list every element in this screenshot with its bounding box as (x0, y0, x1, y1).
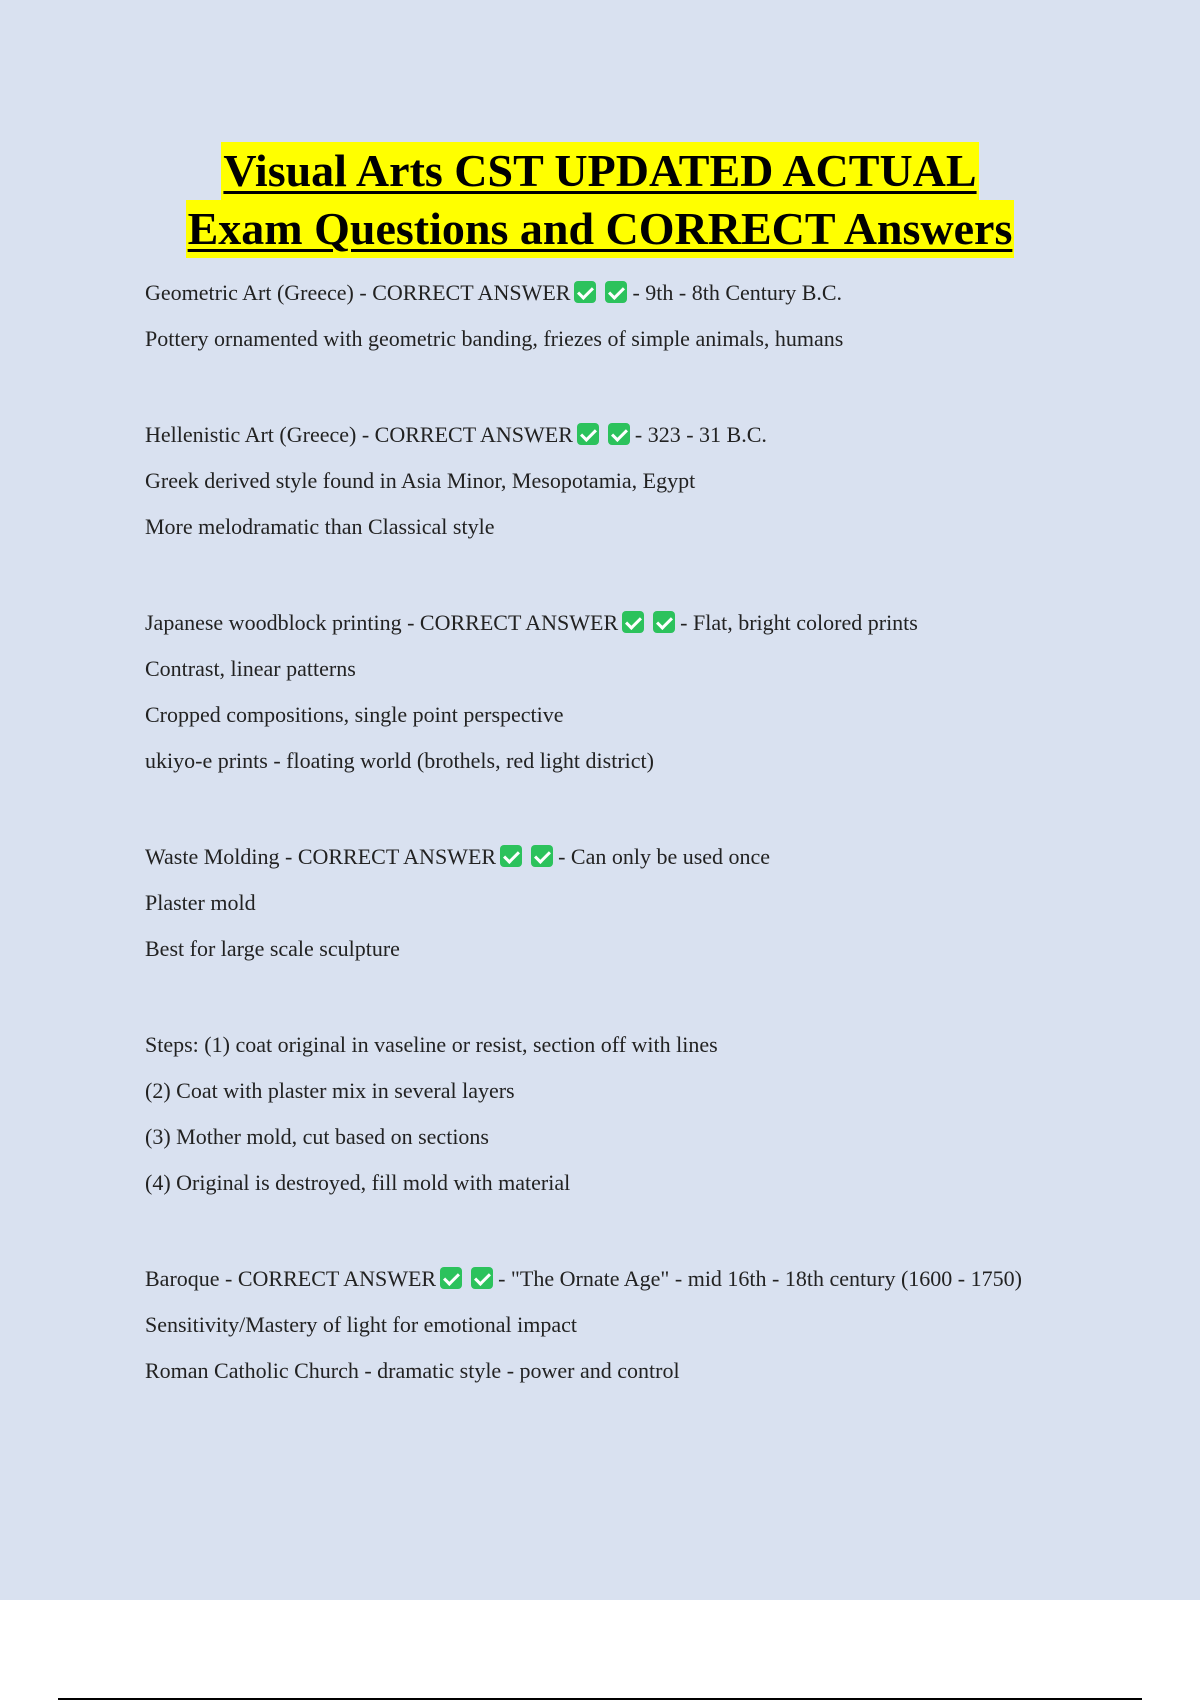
entry-term: Geometric Art (Greece) - CORRECT ANSWER (145, 280, 571, 305)
green-checkmark-icon (500, 845, 522, 867)
green-checkmark-icon (577, 423, 599, 445)
entry-detail: Sensitivity/Mastery of light for emotional impact (145, 1312, 577, 1337)
green-checkmark-icon (440, 1267, 462, 1289)
entry-question-line (145, 1264, 1060, 1294)
entry-detail: Pottery ornamented with geometric banding, friezes of simple animals, humans (145, 326, 844, 351)
qa-entry (145, 278, 1060, 354)
entry-question-line (145, 420, 1060, 450)
entry-term: Baroque - CORRECT ANSWER (145, 1266, 437, 1291)
qa-entry (145, 842, 1060, 964)
green-checkmark-icon (531, 845, 553, 867)
green-checkmark-icon (605, 281, 627, 303)
entry-question-line (145, 278, 1060, 308)
entry-detail: Best for large scale sculpture (145, 936, 400, 961)
title-line-2: Exam Questions and CORRECT Answers (186, 200, 1015, 258)
entry-detail: Contrast, linear patterns (145, 656, 356, 681)
qa-content (145, 278, 1060, 1402)
green-checkmark-icon (622, 611, 644, 633)
green-checkmark-icon (608, 423, 630, 445)
entry-detail: Plaster mold (145, 890, 256, 915)
entry-term: Hellenistic Art (Greece) - CORRECT ANSWER (145, 422, 573, 447)
qa-entry (145, 608, 1060, 776)
title-line-1: Visual Arts CST UPDATED ACTUAL (221, 142, 978, 200)
document-title (0, 142, 1200, 258)
green-checkmark-icon (471, 1267, 493, 1289)
entry-detail: (2) Coat with plaster mix in several layers (145, 1078, 515, 1103)
entry-answer: - Can only be used once (558, 844, 771, 869)
entry-detail: More melodramatic than Classical style (145, 514, 495, 539)
entry-term: Japanese woodblock printing - CORRECT ANSWER (145, 610, 619, 635)
entry-question-line (145, 608, 1060, 638)
entry-detail: (4) Original is destroyed, fill mold with material (145, 1170, 571, 1195)
entry-answer: - 323 - 31 B.C. (634, 422, 767, 447)
entry-detail: Greek derived style found in Asia Minor, Mesopotamia, Egypt (145, 468, 696, 493)
green-checkmark-icon (653, 611, 675, 633)
entry-answer: - 9th - 8th Century B.C. (632, 280, 843, 305)
entry-question-line (145, 842, 1060, 872)
entry-detail: Cropped compositions, single point perspective (145, 702, 564, 727)
qa-entry-steps (145, 1030, 1060, 1198)
entry-answer: - Flat, bright colored prints (680, 610, 918, 635)
entry-detail: Steps: (1) coat original in vaseline or resist, section off with lines (145, 1032, 718, 1057)
green-checkmark-icon (574, 281, 596, 303)
entry-detail: (3) Mother mold, cut based on sections (145, 1124, 489, 1149)
entry-detail: ukiyo-e prints - floating world (brothels, red light district) (145, 748, 654, 773)
entry-answer: - "The Ornate Age" - mid 16th - 18th century (1600 - 1750) (498, 1266, 1022, 1291)
entry-term: Waste Molding - CORRECT ANSWER (145, 844, 497, 869)
qa-entry (145, 420, 1060, 542)
qa-entry (145, 1264, 1060, 1386)
entry-detail: Roman Catholic Church - dramatic style - power and control (145, 1358, 680, 1383)
